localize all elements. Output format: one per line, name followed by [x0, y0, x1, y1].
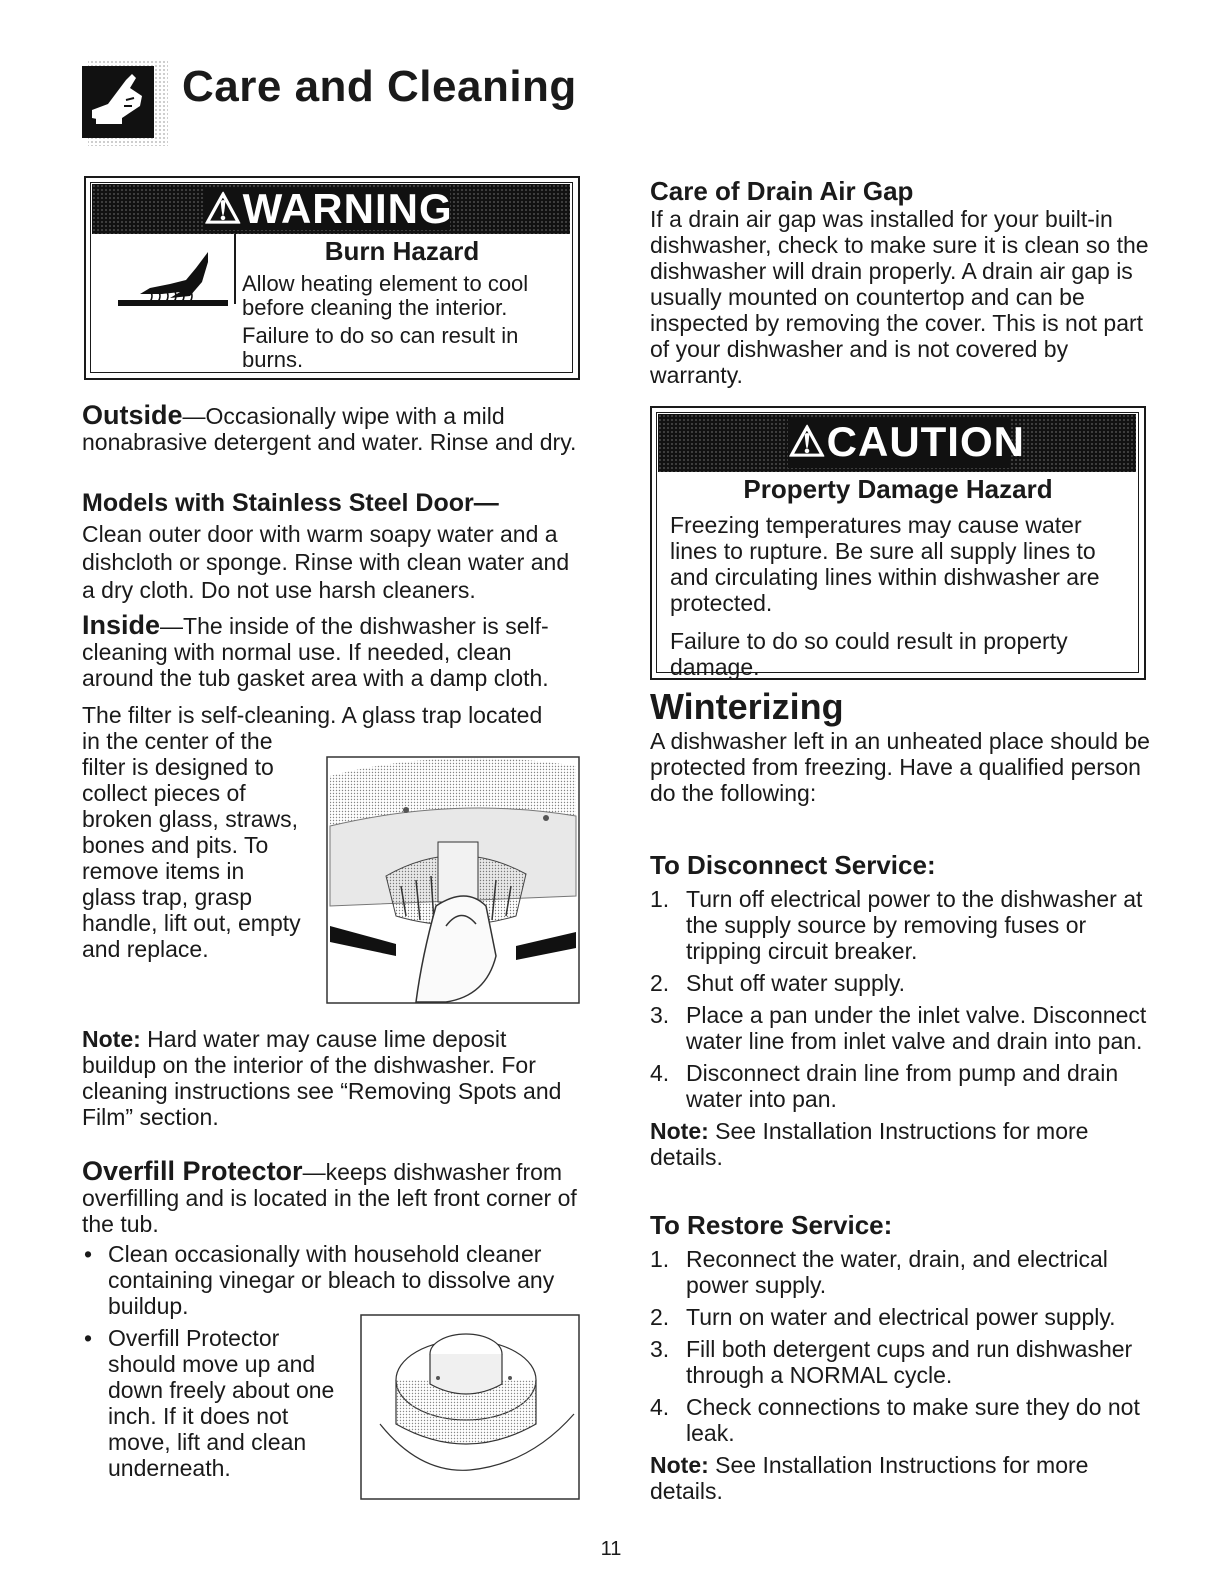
inside-text: —The inside of the dishwasher is self-cleaning with normal use. If needed, clean around the tub gasket area with a damp cloth.: [82, 613, 549, 691]
filter-line: and replace.: [82, 936, 209, 962]
filter-line: collect pieces of: [82, 780, 246, 806]
disconnect-step: 2. Shut off water supply.: [650, 970, 906, 996]
overfill-bullet-1: [82, 1241, 582, 1319]
filter-line: glass trap, grasp: [82, 884, 253, 910]
overfill-bullet-2-line: move, lift and clean: [108, 1429, 307, 1455]
disconnect-steps: [650, 886, 1150, 1112]
filter-line: filter is designed to: [82, 754, 274, 780]
filter-line: remove items in: [82, 858, 245, 884]
note-1-text: Hard water may cause lime deposit buildup on the interior of the dishwasher. For cleaning instructions see “Removing Spots and Film” section.: [82, 1026, 562, 1130]
inside-heading: Inside: [82, 610, 161, 640]
disconnect-step: 3. Place a pan under the inlet valve. Disconnect water line from inlet valve and drain into pan.: [650, 1002, 1147, 1054]
stainless-text: Clean outer door with warm soapy water and a dishcloth or sponge. Rinse with clean water and a dry cloth. Do not use harsh cleaners.: [82, 521, 570, 603]
overfill-bullet-2-line: should move up and: [108, 1351, 316, 1377]
overfill-protector-illustration: [360, 1314, 580, 1500]
page-number: 11: [600, 1538, 622, 1560]
filter-line: bones and pits. To: [82, 832, 269, 858]
filter-line: broken glass, straws,: [82, 806, 299, 832]
caution-box: [650, 406, 1146, 680]
caution-line-1: Freezing temperatures may cause water lines to rupture. Be sure all supply lines to and circulating lines within dishwasher are protected.: [670, 512, 1100, 616]
restore-step: 1. Reconnect the water, drain, and electrical power supply.: [650, 1246, 1108, 1298]
note-1-label: Note:: [82, 1026, 141, 1052]
disconnect-note-text: See Installation Instructions for more details.: [650, 1118, 1089, 1170]
drain-air-gap-text: If a drain air gap was installed for your built-in dishwasher, check to make sure it is clean so the dishwasher will drain properly. A drain air gap is usually mounted on countertop and can be inspected by removing the cover. This is not part of your dishwasher and is not covered by warranty.: [650, 206, 1149, 388]
overfill-heading: Overfill Protector: [82, 1156, 303, 1186]
restore-note-label: Note:: [650, 1452, 709, 1478]
drain-air-gap-heading: Care of Drain Air Gap: [650, 176, 914, 206]
restore-step: 3. Fill both detergent cups and run dishwasher through a NORMAL cycle.: [650, 1336, 1133, 1388]
overfill-bullet-2-line: underneath.: [108, 1455, 231, 1481]
restore-section: [650, 1210, 1150, 1504]
restore-note-text: See Installation Instructions for more details.: [650, 1452, 1089, 1504]
disconnect-heading: To Disconnect Service:: [650, 850, 936, 880]
disconnect-note-label: Note:: [650, 1118, 709, 1144]
page-title: Care and Cleaning: [182, 62, 577, 111]
winterizing-section: [650, 686, 1150, 806]
winterizing-text: A dishwasher left in an unheated place should be protected from freezing. Have a qualified person do the following:: [650, 728, 1150, 806]
restore-step: 2. Turn on water and electrical power supply.: [650, 1304, 1116, 1330]
filter-line: in the center of the: [82, 728, 273, 754]
drain-air-gap-section: [650, 176, 1150, 388]
warning-banner: ⚠WARNING: [204, 185, 453, 232]
hand-heat-icon: [110, 252, 230, 308]
disconnect-section: [650, 850, 1150, 1170]
warning-line-2: Failure to do so can result in burns.: [242, 323, 519, 372]
overfill-bullet-2-line: inch. If it does not: [108, 1403, 289, 1429]
inside-section: [82, 612, 582, 691]
stainless-section: [82, 488, 582, 604]
caution-banner: ⚠CAUTION: [788, 418, 1025, 465]
overfill-bullet-2-line: down freely about one: [108, 1377, 335, 1403]
overfill-text: —keeps dishwasher from overfilling and is located in the left front corner of the tub.: [82, 1159, 577, 1237]
caution-line-2: Failure to do so could result in property damage.: [670, 628, 1068, 680]
note-1: [82, 1026, 582, 1130]
warning-box: [84, 176, 580, 380]
outside-section: [82, 402, 582, 455]
restore-steps: [650, 1246, 1150, 1446]
stainless-heading: Models with Stainless Steel Door—: [82, 489, 499, 517]
disconnect-step: 1. Turn off electrical power to the dishwasher at the supply source by removing fuses or tripping circuit breaker.: [650, 886, 1143, 964]
caution-title: Property Damage Hazard: [743, 474, 1053, 504]
disconnect-step: 4. Disconnect drain line from pump and drain water into pan.: [650, 1060, 1119, 1112]
overfill-bullet-1-text: Clean occasionally with household cleaner containing vinegar or bleach to dissolve any buildup.: [108, 1241, 555, 1319]
hand-cleaning-icon: [82, 60, 168, 146]
winterizing-heading: Winterizing: [650, 686, 844, 727]
warning-title: Burn Hazard: [324, 236, 480, 266]
filter-intro: The filter is self-cleaning. A glass trap located: [82, 702, 543, 728]
outside-text: —Occasionally wipe with a mild nonabrasive detergent and water. Rinse and dry.: [82, 403, 577, 455]
glass-trap-illustration: [326, 756, 580, 1004]
filter-line: handle, lift out, empty: [82, 910, 301, 936]
outside-heading: Outside: [82, 400, 183, 430]
restore-step: 4. Check connections to make sure they do not leak.: [650, 1394, 1140, 1446]
restore-heading: To Restore Service:: [650, 1210, 893, 1240]
warning-line-1: Allow heating element to cool before cleaning the interior.: [242, 271, 529, 320]
overfill-bullet-2-line: Overfill Protector: [108, 1325, 280, 1351]
